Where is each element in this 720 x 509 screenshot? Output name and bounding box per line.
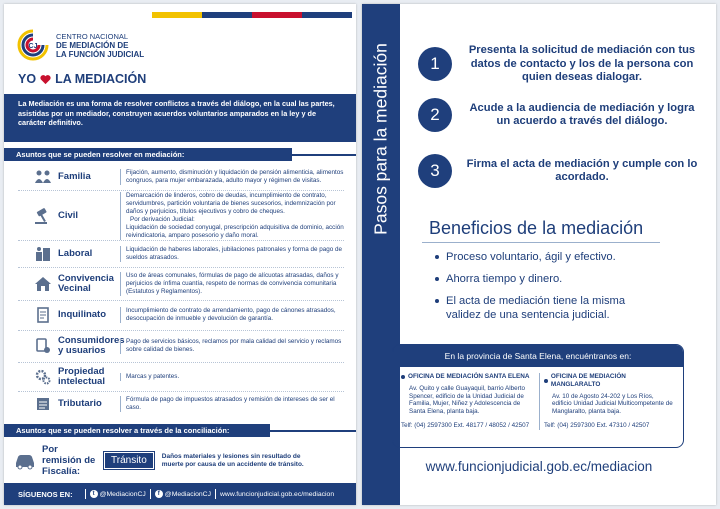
step-1 <box>418 44 698 85</box>
list-item-tributario <box>4 393 356 415</box>
right-panel <box>362 4 716 505</box>
row-desc: Fórmula de pago de impuestos atrasados y remisión de intereses de ser el caso. <box>120 396 356 412</box>
province-box <box>392 344 684 448</box>
follow-label: SÍGUENOS EN: <box>18 489 73 499</box>
list-item-propiedad <box>4 364 356 390</box>
fiscal-label: Por remisión de Fiscalía: <box>42 444 96 477</box>
divider <box>18 190 344 191</box>
list-item-familia <box>4 166 356 188</box>
separator <box>150 489 151 499</box>
row-label: Propiedad intelectual <box>58 365 105 387</box>
offices <box>393 367 683 430</box>
list-item-laboral <box>4 242 356 266</box>
benefit-item: Proceso voluntario, ágil y efectivo. <box>446 250 656 264</box>
step-number: 1 <box>418 47 452 81</box>
office-phone: Telf: (04) 2597300 Ext. 47310 / 42507 <box>544 421 650 429</box>
step-number: 3 <box>418 154 452 188</box>
list-item-inquilinato <box>4 302 356 328</box>
divider <box>18 330 344 331</box>
row-label: Tributario <box>58 397 102 409</box>
row-label: Consumidores y usuarios <box>58 334 125 356</box>
divider <box>18 240 344 241</box>
tagline-post: LA MEDIACIÓN <box>55 72 147 86</box>
row-desc: Fijación, aumento, disminución y liquidación de pensión alimenticia, alimentos congruos, para mujer embarazada, adulto mayor y régimen de visitas. <box>120 169 356 185</box>
twitter-icon[interactable]: t <box>90 490 98 498</box>
row-label: Convivencia Vecinal <box>58 272 114 294</box>
family-icon <box>32 169 54 185</box>
footer-web-link[interactable]: www.funcionjudicial.gob.ec/mediacion <box>220 490 335 498</box>
facebook-icon[interactable]: f <box>155 490 163 498</box>
row-desc: Incumplimiento de contrato de arrendamiento, pago de cánones atrasados, desocupación de inmueble y devolución de garantía. <box>120 307 356 323</box>
step-text: Acude a la audiencia de mediación y logra un acuerdo a través del diálogo. <box>469 101 695 127</box>
tagline <box>18 72 146 86</box>
office-name-text: OFICINA DE MEDIACIÓN MANGLARALTO <box>550 373 626 388</box>
section-divider <box>270 430 356 432</box>
logo-line-1: CENTRO NACIONAL <box>56 31 129 41</box>
benefits-title: Beneficios de la mediación <box>429 218 644 238</box>
section-conciliation-title: Asuntos que se pueden resolver a través de la conciliación: <box>4 424 270 437</box>
house-icon <box>32 276 54 292</box>
row-desc-sub: Liquidación de sociedad conyugal, prescripción adquisitiva de dominio, acción reivindicatoria, amparo posesorio y daño moral. <box>126 224 344 239</box>
worker-icon <box>32 246 54 262</box>
divider <box>18 362 344 363</box>
office-manglaralto <box>539 373 677 430</box>
benefit-item: El acta de mediación tiene la misma validez de una sentencia judicial. <box>446 294 656 322</box>
step-number: 2 <box>418 98 452 132</box>
vertical-title: Pasos para la mediación <box>370 43 391 235</box>
office-name-text: OFICINA DE MEDIACIÓN SANTA ELENA <box>408 373 530 380</box>
facebook-handle[interactable]: @MediacionCJ <box>164 490 211 498</box>
separator <box>215 489 216 499</box>
logo-text <box>56 32 144 59</box>
ledger-icon <box>32 396 54 412</box>
flag-stripe <box>152 12 352 18</box>
office-name <box>544 373 673 389</box>
office-address: Av. Quito y calle Guayaquil, barrio Alberto Spencer, edificio de la Unidad Judicial de Familia, Mujer, Niñez y Adolescencia de Santa Elena, planta baja. <box>409 384 525 416</box>
office-name <box>401 373 535 381</box>
logo-line-3: LA FUNCIÓN JUDICIAL <box>56 49 145 59</box>
office-address: Av. 10 de Agosto 24-202 y Los Ríos, edificio Unidad Judicial Multicompetente de Manglaralto, planta baja. <box>552 392 673 416</box>
divider <box>18 300 344 301</box>
step-text: Presenta la solicitud de mediación con tus datos de contacto y los de la persona con quien deseas dialogar. <box>468 44 696 83</box>
row-desc-main: Demarcación de linderos, cobro de deudas, incumplimiento de contrato, servidumbres, partición voluntaria de bienes sucesorios, indemnización por daños y perjuicios, títulos ejecutivos y cobro de cheques. <box>126 192 336 215</box>
row-label: Inquilinato <box>58 308 107 320</box>
benefit-item: Ahorra tiempo y dinero. <box>446 272 656 286</box>
office-phone: Telf: (04) 2597300 Ext. 48177 / 48052 / 42507 <box>401 421 530 429</box>
step-3 <box>418 154 698 188</box>
transito-badge: Tránsito <box>104 452 154 469</box>
row-desc: Liquidación de haberes laborales, jubilaciones patronales y forma de pago de sueldos atrasados. <box>120 246 356 262</box>
logo-line-2: DE MEDIACIÓN DE <box>56 40 129 50</box>
car-icon <box>14 452 36 470</box>
bullet-icon <box>401 375 405 379</box>
office-santa-elena <box>401 373 539 430</box>
heart-icon <box>40 74 51 85</box>
list-item-consumidores <box>4 332 356 360</box>
footer <box>4 483 356 505</box>
divider <box>18 391 344 392</box>
row-desc: Uso de áreas comunales, fórmulas de pago de alícuotas atrasadas, daños y perjuicios de ínfima cuantía, respeto de normas de convivencia comunitaria (Estatutos y Reglamentos). <box>120 272 356 296</box>
row-desc: Pago de servicios básicos, reclamos por mala calidad del servicio y reclamos sobre calidad de bienes. <box>120 338 356 354</box>
separator <box>85 489 86 499</box>
logo <box>16 28 144 62</box>
bullet-icon <box>544 379 548 383</box>
step-text: Firma el acta de mediación y cumple con lo acordado. <box>466 157 698 183</box>
judicial-logo-icon <box>16 28 50 62</box>
row-desc-sub-title: Por derivación Judicial: <box>130 216 195 223</box>
province-title: En la provincia de Santa Elena, encuéntranos en: <box>393 345 683 367</box>
row-label: Civil <box>58 209 79 221</box>
row-desc <box>120 192 356 240</box>
list-item-civil <box>4 192 356 240</box>
benefits-underline <box>422 242 660 243</box>
website-link[interactable]: www.funcionjudicial.gob.ec/mediacion <box>425 459 653 474</box>
row-label: Familia <box>58 170 91 182</box>
row-desc: Marcas y patentes. <box>120 373 356 381</box>
section-mediation-title: Asuntos que se pueden resolver en mediación: <box>4 148 292 161</box>
tagline-pre: YO <box>18 72 37 86</box>
contract-icon <box>32 307 54 323</box>
fiscal-desc: Daños materiales y lesiones sin resultado de muerte por causa de un accidente de tránsito. <box>161 452 304 468</box>
intro-text: La Mediación es una forma de resolver conflictos a través del diálogo, en la cual las partes, asistidas por un mediador, construyen acuerdos voluntarios amparados en la ley y de carácter definitivo. <box>4 94 356 142</box>
fiscal-row <box>14 444 314 477</box>
svg-text:CJ: CJ <box>28 43 38 50</box>
consumer-icon <box>32 338 54 354</box>
left-panel <box>4 4 356 505</box>
list-item-convivencia <box>4 269 356 299</box>
row-label: Laboral <box>58 247 93 259</box>
step-2 <box>418 98 698 132</box>
gavel-icon <box>32 208 54 224</box>
gears-icon <box>32 369 54 385</box>
twitter-handle[interactable]: @MediacionCJ <box>99 490 146 498</box>
divider <box>18 267 344 268</box>
section-divider <box>292 154 356 156</box>
